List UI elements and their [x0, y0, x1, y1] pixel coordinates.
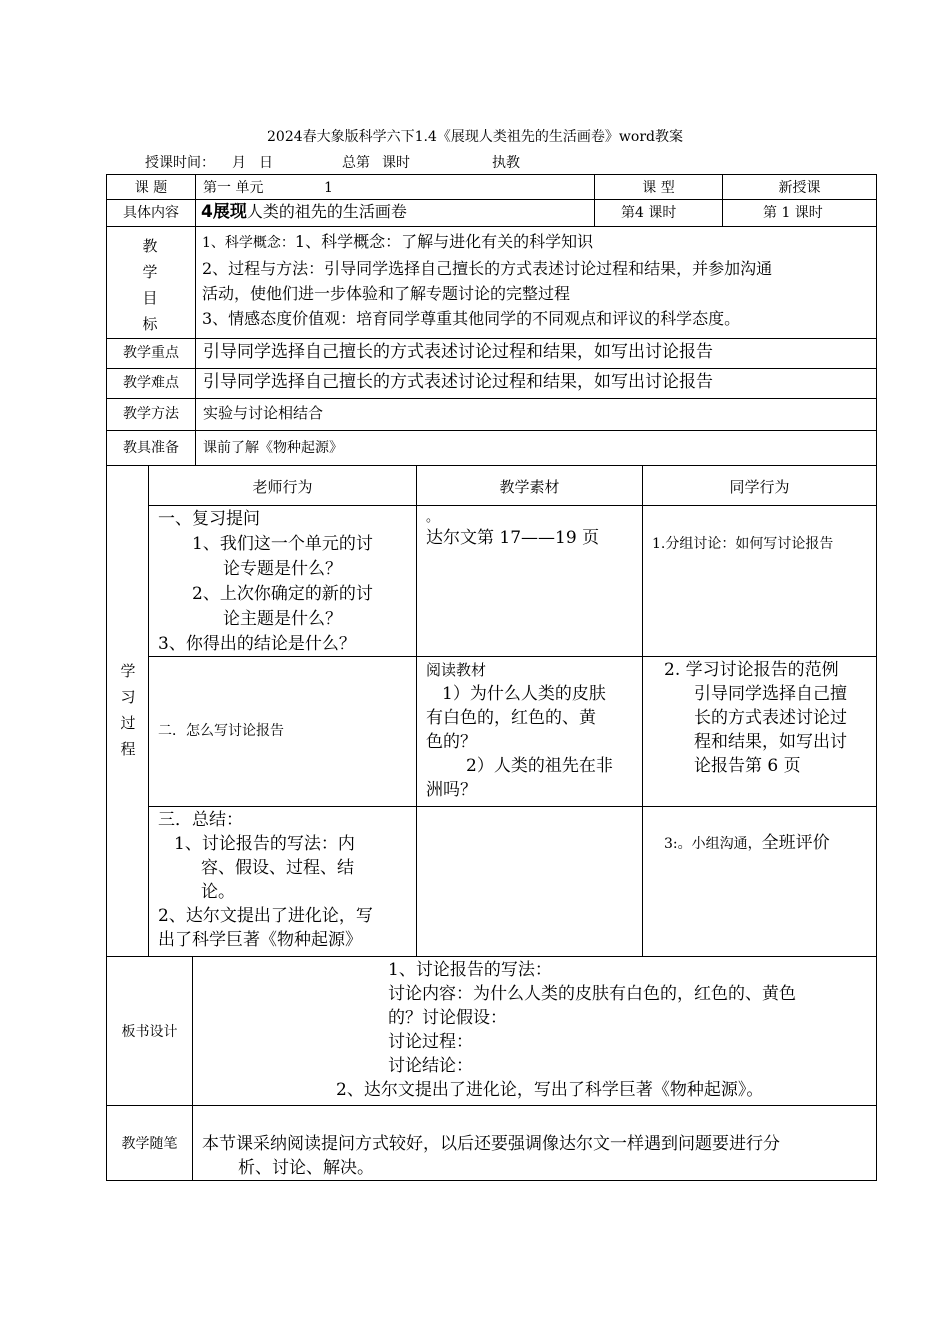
- sec3-student-small: 3:。小组沟通，: [664, 836, 762, 852]
- sec3-teacher-line: 容、假设、过程、结: [201, 858, 354, 878]
- sec2-material-line: 1）为什么人类的皮肤: [442, 684, 606, 704]
- notes-line: 析、讨论、解决。: [238, 1158, 374, 1178]
- sec2-material: [426, 658, 613, 802]
- topic-label: 课 题: [134, 180, 168, 196]
- board-line: 讨论内容：为什么人类的皮肤有白色的，红色的、黄色: [388, 984, 796, 1004]
- content-value-rest: 人类的祖先的生活画卷: [246, 202, 407, 221]
- goals-label-char: 学: [142, 263, 158, 281]
- sec3-teacher-line: 2、达尔文提出了进化论，写: [158, 906, 373, 926]
- board-label: 板书设计: [121, 1024, 178, 1040]
- sec1-teacher-line: 论主题是什么？: [223, 609, 342, 629]
- sec2-student-line: 长的方式表述讨论过: [694, 708, 847, 728]
- lesson-type-value: 新授课: [778, 180, 821, 196]
- notes-content: [202, 1132, 780, 1180]
- goal-concept-text: 1、科学概念：了解与进化有关的科学知识: [294, 232, 594, 251]
- day-label: 日: [259, 155, 273, 171]
- board-line: 1、讨论报告的写法：: [388, 960, 552, 980]
- period-number: 第 1 课时: [763, 205, 823, 221]
- sec3-student: [664, 831, 830, 856]
- board-line: 2、达尔文提出了进化论，写出了科学巨著《物种起源》。: [336, 1080, 764, 1100]
- sec2-material-line: 2）人类的祖先在非: [466, 756, 613, 776]
- goal-attitude: 3、情感态度价值观：培育同学尊重其他同学的不同观点和评议的科学态度。: [202, 309, 741, 328]
- sec2-material-line: 色的？: [426, 732, 477, 752]
- process-label: [118, 658, 138, 762]
- difficulty-value: 引导同学选择自己擅长的方式表述讨论过程和结果，如写出讨论报告: [203, 372, 713, 392]
- sec2-student-line: 2. 学习讨论报告的范例: [664, 660, 839, 680]
- sec2-student-line: 程和结果，如写出讨: [694, 732, 847, 752]
- sec1-student: 1.分组讨论：如何写讨论报告: [652, 536, 834, 552]
- board-content: [0, 958, 950, 1102]
- header-teacher: 老师行为: [252, 478, 313, 496]
- goal-process-2: 活动，使他们进一步体验和了解专题讨论的完整过程: [202, 284, 571, 303]
- sec2-student-line: 论报告第 6 页: [694, 756, 801, 776]
- sec1-material-line: 。: [426, 510, 440, 525]
- notes-label: 教学随笔: [121, 1136, 178, 1152]
- difficulty-label: 教学难点: [123, 375, 179, 391]
- header-material: 教学素材: [499, 478, 560, 496]
- process-label-char: 过: [120, 714, 136, 732]
- sec1-teacher-line: 2、上次你确定的新的讨: [192, 584, 373, 604]
- prep-value: 课前了解《物种起源》: [203, 440, 343, 456]
- sec1-teacher: [158, 507, 373, 657]
- content-label: 具体内容: [123, 205, 179, 221]
- sec1-teacher-line: 1、我们这一个单元的讨: [192, 534, 373, 554]
- goals-label-char: 标: [142, 315, 158, 333]
- goals-label-char: 目: [142, 289, 158, 307]
- sec3-student-big: 全班评价: [761, 833, 830, 853]
- sec3-teacher-line: 出了科学巨著《物种起源》: [158, 930, 362, 950]
- sec1-teacher-line: 一、复习提问: [158, 509, 260, 529]
- board-line: 的？讨论假设：: [388, 1008, 507, 1028]
- time-label: 授课时间：: [145, 155, 215, 171]
- sec1-material-line: 达尔文第 17——19 页: [426, 528, 600, 548]
- period-label: 课时: [382, 155, 410, 171]
- board-line: 讨论结论：: [388, 1056, 473, 1076]
- sec2-material-line: 洲吗？: [426, 780, 477, 800]
- process-label-char: 程: [120, 740, 136, 758]
- sec3-teacher: [158, 808, 373, 952]
- document-title: 2024春大象版科学六下1.4《展现人类祖先的生活画卷》word教案: [267, 129, 683, 145]
- teacher-label: 执教: [492, 155, 520, 171]
- sec3-teacher-line: 三．总结：: [158, 810, 243, 830]
- lesson-number: 第4 课时: [621, 205, 677, 221]
- board-line: 讨论过程：: [388, 1032, 473, 1052]
- lesson-type-label: 课 型: [642, 180, 675, 196]
- sec1-teacher-line: 3、你得出的结论是什么？: [158, 634, 356, 654]
- sec1-teacher-line: 论专题是什么？: [223, 559, 342, 579]
- sec2-teacher: 二．怎么写讨论报告: [158, 723, 284, 739]
- prep-label: 教具准备: [123, 440, 179, 456]
- goals-label-char: 教: [142, 237, 158, 255]
- sec3-teacher-line: 论。: [201, 882, 235, 902]
- sec2-material-line: 有白色的，红色的、黄: [426, 708, 596, 728]
- process-label-char: 学: [120, 662, 136, 680]
- method-label: 教学方法: [123, 406, 179, 422]
- key-point-value: 引导同学选择自己擅长的方式表述讨论过程和结果，如写出讨论报告: [203, 342, 713, 362]
- goal-process-1: 2、过程与方法：引导同学选择自己擅长的方式表述讨论过程和结果，并参加沟通: [202, 259, 773, 278]
- content-value: [201, 200, 407, 225]
- sec2-student-line: 引导同学选择自己擅: [694, 684, 847, 704]
- notes-line: 本节课采纳阅读提问方式较好，以后还要强调像达尔文一样遇到问题要进行分: [202, 1134, 780, 1154]
- process-label-char: 习: [120, 688, 136, 706]
- sec2-student: [664, 658, 847, 778]
- sec2-material-line: 阅读教材: [426, 661, 487, 679]
- header-student: 同学行为: [729, 478, 790, 496]
- goal-concept: 1、科学概念：1、科学概念：了解与进化有关的科学知识: [202, 232, 594, 251]
- key-point-label: 教学重点: [123, 345, 179, 361]
- sec3-teacher-line: 1、讨论报告的写法：内: [174, 834, 355, 854]
- content-value-prefix: 4展现: [201, 202, 247, 222]
- method-value: 实验与讨论相结合: [203, 404, 324, 422]
- sec1-material: [426, 509, 599, 550]
- topic-unit-number: 1: [324, 180, 333, 196]
- total-label: 总第: [342, 155, 370, 171]
- goals-label: [140, 233, 160, 337]
- month-label: 月: [232, 155, 246, 171]
- goals-content: [202, 229, 772, 331]
- topic-unit: 第一 单元: [203, 180, 264, 196]
